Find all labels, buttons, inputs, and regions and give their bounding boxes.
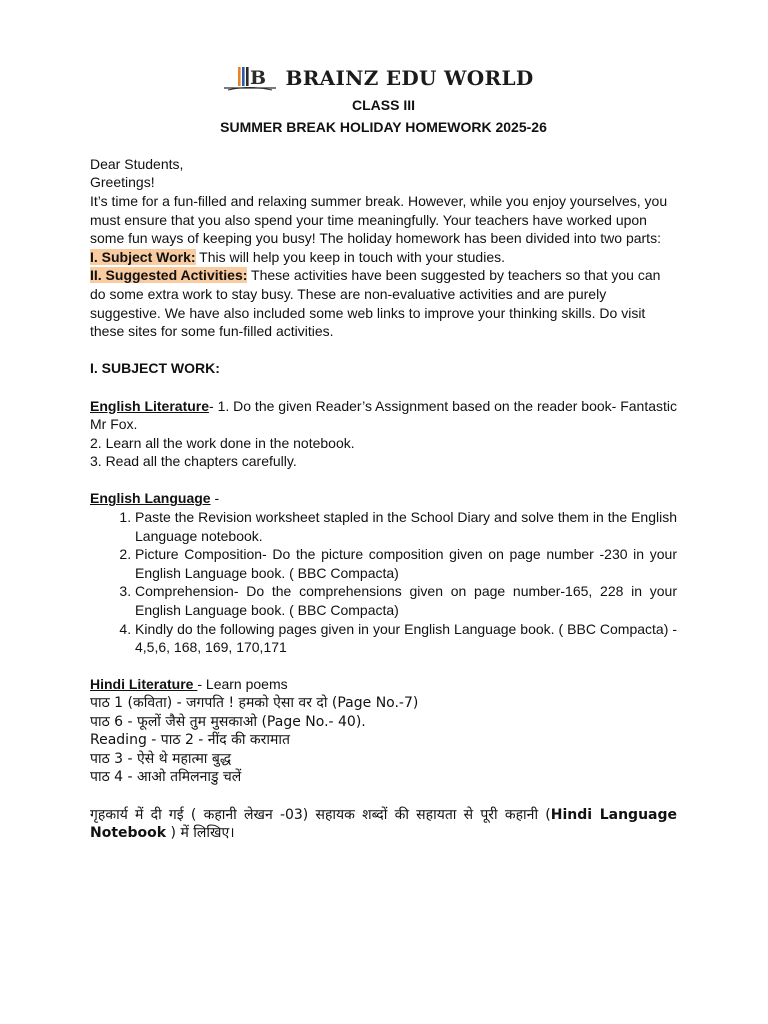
hindi-lesson-line: पाठ 6 - फूलों जैसे तुम मुसकाओ (Page No.- 40).: [90, 713, 366, 730]
part-one-line: [90, 248, 677, 267]
intro-paragraph: It’s time for a fun-filled and relaxing summer break. However, while you enjoy yourselves, you must ensure that you also spend your time meaningfully. Your teachers have worked upon some fun ways of keeping you busy! The holiday homework has been divided into two parts:: [90, 192, 668, 247]
english-literature-item: 2. Learn all the work done in the notebook.: [90, 434, 355, 451]
english-literature-item: 3. Read all the chapters carefully.: [90, 453, 297, 470]
brand-name: BRAINZ EDU WORLD: [285, 65, 534, 90]
document-page: [90, 62, 677, 843]
brand-header: [78, 62, 677, 94]
hindi-literature-suffix: - Learn poems: [197, 676, 288, 693]
part-one-label: I. Subject Work:: [90, 248, 196, 265]
english-literature-line: [90, 397, 677, 434]
hindi-literature-heading: [90, 675, 677, 694]
list-item: 4. Kindly do the following pages given in your English Language book. ( BBC Compacta) - 4,5,6, 168, 169, 170,171: [135, 620, 677, 657]
list-item: 3. Comprehension- Do the comprehensions given on page number-165, 228 in your English Language book. ( BBC Compacta): [135, 582, 677, 619]
class-title: CLASS III: [351, 97, 415, 113]
hindi-language-paragraph: [90, 806, 677, 843]
hindi-language-notebook: Hindi Language Notebook: [90, 806, 678, 842]
english-literature-label: English Literature: [90, 397, 210, 414]
list-item: 2. Picture Composition- Do the picture composition given on page number -230 in your English Language book. ( BBC Compacta): [135, 545, 677, 582]
hindi-lesson-line: Reading - पाठ 2 - नींद की करामात: [90, 732, 290, 749]
part-one-text: This will help you keep in touch with your studies.: [195, 248, 506, 265]
hindi-literature-label: Hindi Literature: [90, 676, 198, 693]
part-two-text: These activities have been suggested by teachers so that you can do some extra work to stay busy. These are non-evaluative activities and are purely suggestive. We have also included some web links to improve your thinking skills. Do visit these sites for some fun-filled activities.: [90, 267, 661, 340]
hindi-language-text: गृहकार्य में दी गई ( कहानी लेखन -03) सहायक शब्दों की सहायता से पूरी कहानी (: [90, 806, 551, 823]
brand-logo-icon: [222, 63, 278, 93]
logo-letter: B: [249, 67, 266, 89]
english-literature-text: - 1. Do the given Reader’s Assignment based on the reader book- Fantastic Mr Fox.: [90, 397, 678, 433]
page-title: SUMMER BREAK HOLIDAY HOMEWORK 2025-26: [220, 118, 547, 135]
list-item: 1. Paste the Revision worksheet stapled in the School Diary and solve them in the English Language notebook.: [135, 508, 677, 545]
hindi-lesson-line: पाठ 3 - ऐसे थे महात्मा बुद्ध: [90, 750, 232, 767]
hindi-lesson-line: पाठ 1 (कविता) - जगपति ! हमको ऐसा वर दो (Page No.-7): [90, 695, 419, 711]
english-language-suffix: -: [210, 490, 220, 507]
greeting: Greetings!: [90, 174, 155, 191]
part-two-line: [90, 266, 677, 340]
hindi-language-text-end: ) में लिखिए।: [166, 825, 235, 842]
part-two-label: II. Suggested Activities:: [90, 267, 248, 284]
english-language-list: [90, 508, 677, 657]
hindi-lesson-line: पाठ 4 - आओ तमिलनाडु चलें: [90, 769, 242, 786]
english-language-heading: [90, 489, 677, 508]
salutation: Dear Students,: [90, 155, 184, 172]
english-language-label: English Language: [90, 490, 211, 507]
subject-work-heading: I. SUBJECT WORK:: [90, 360, 220, 377]
